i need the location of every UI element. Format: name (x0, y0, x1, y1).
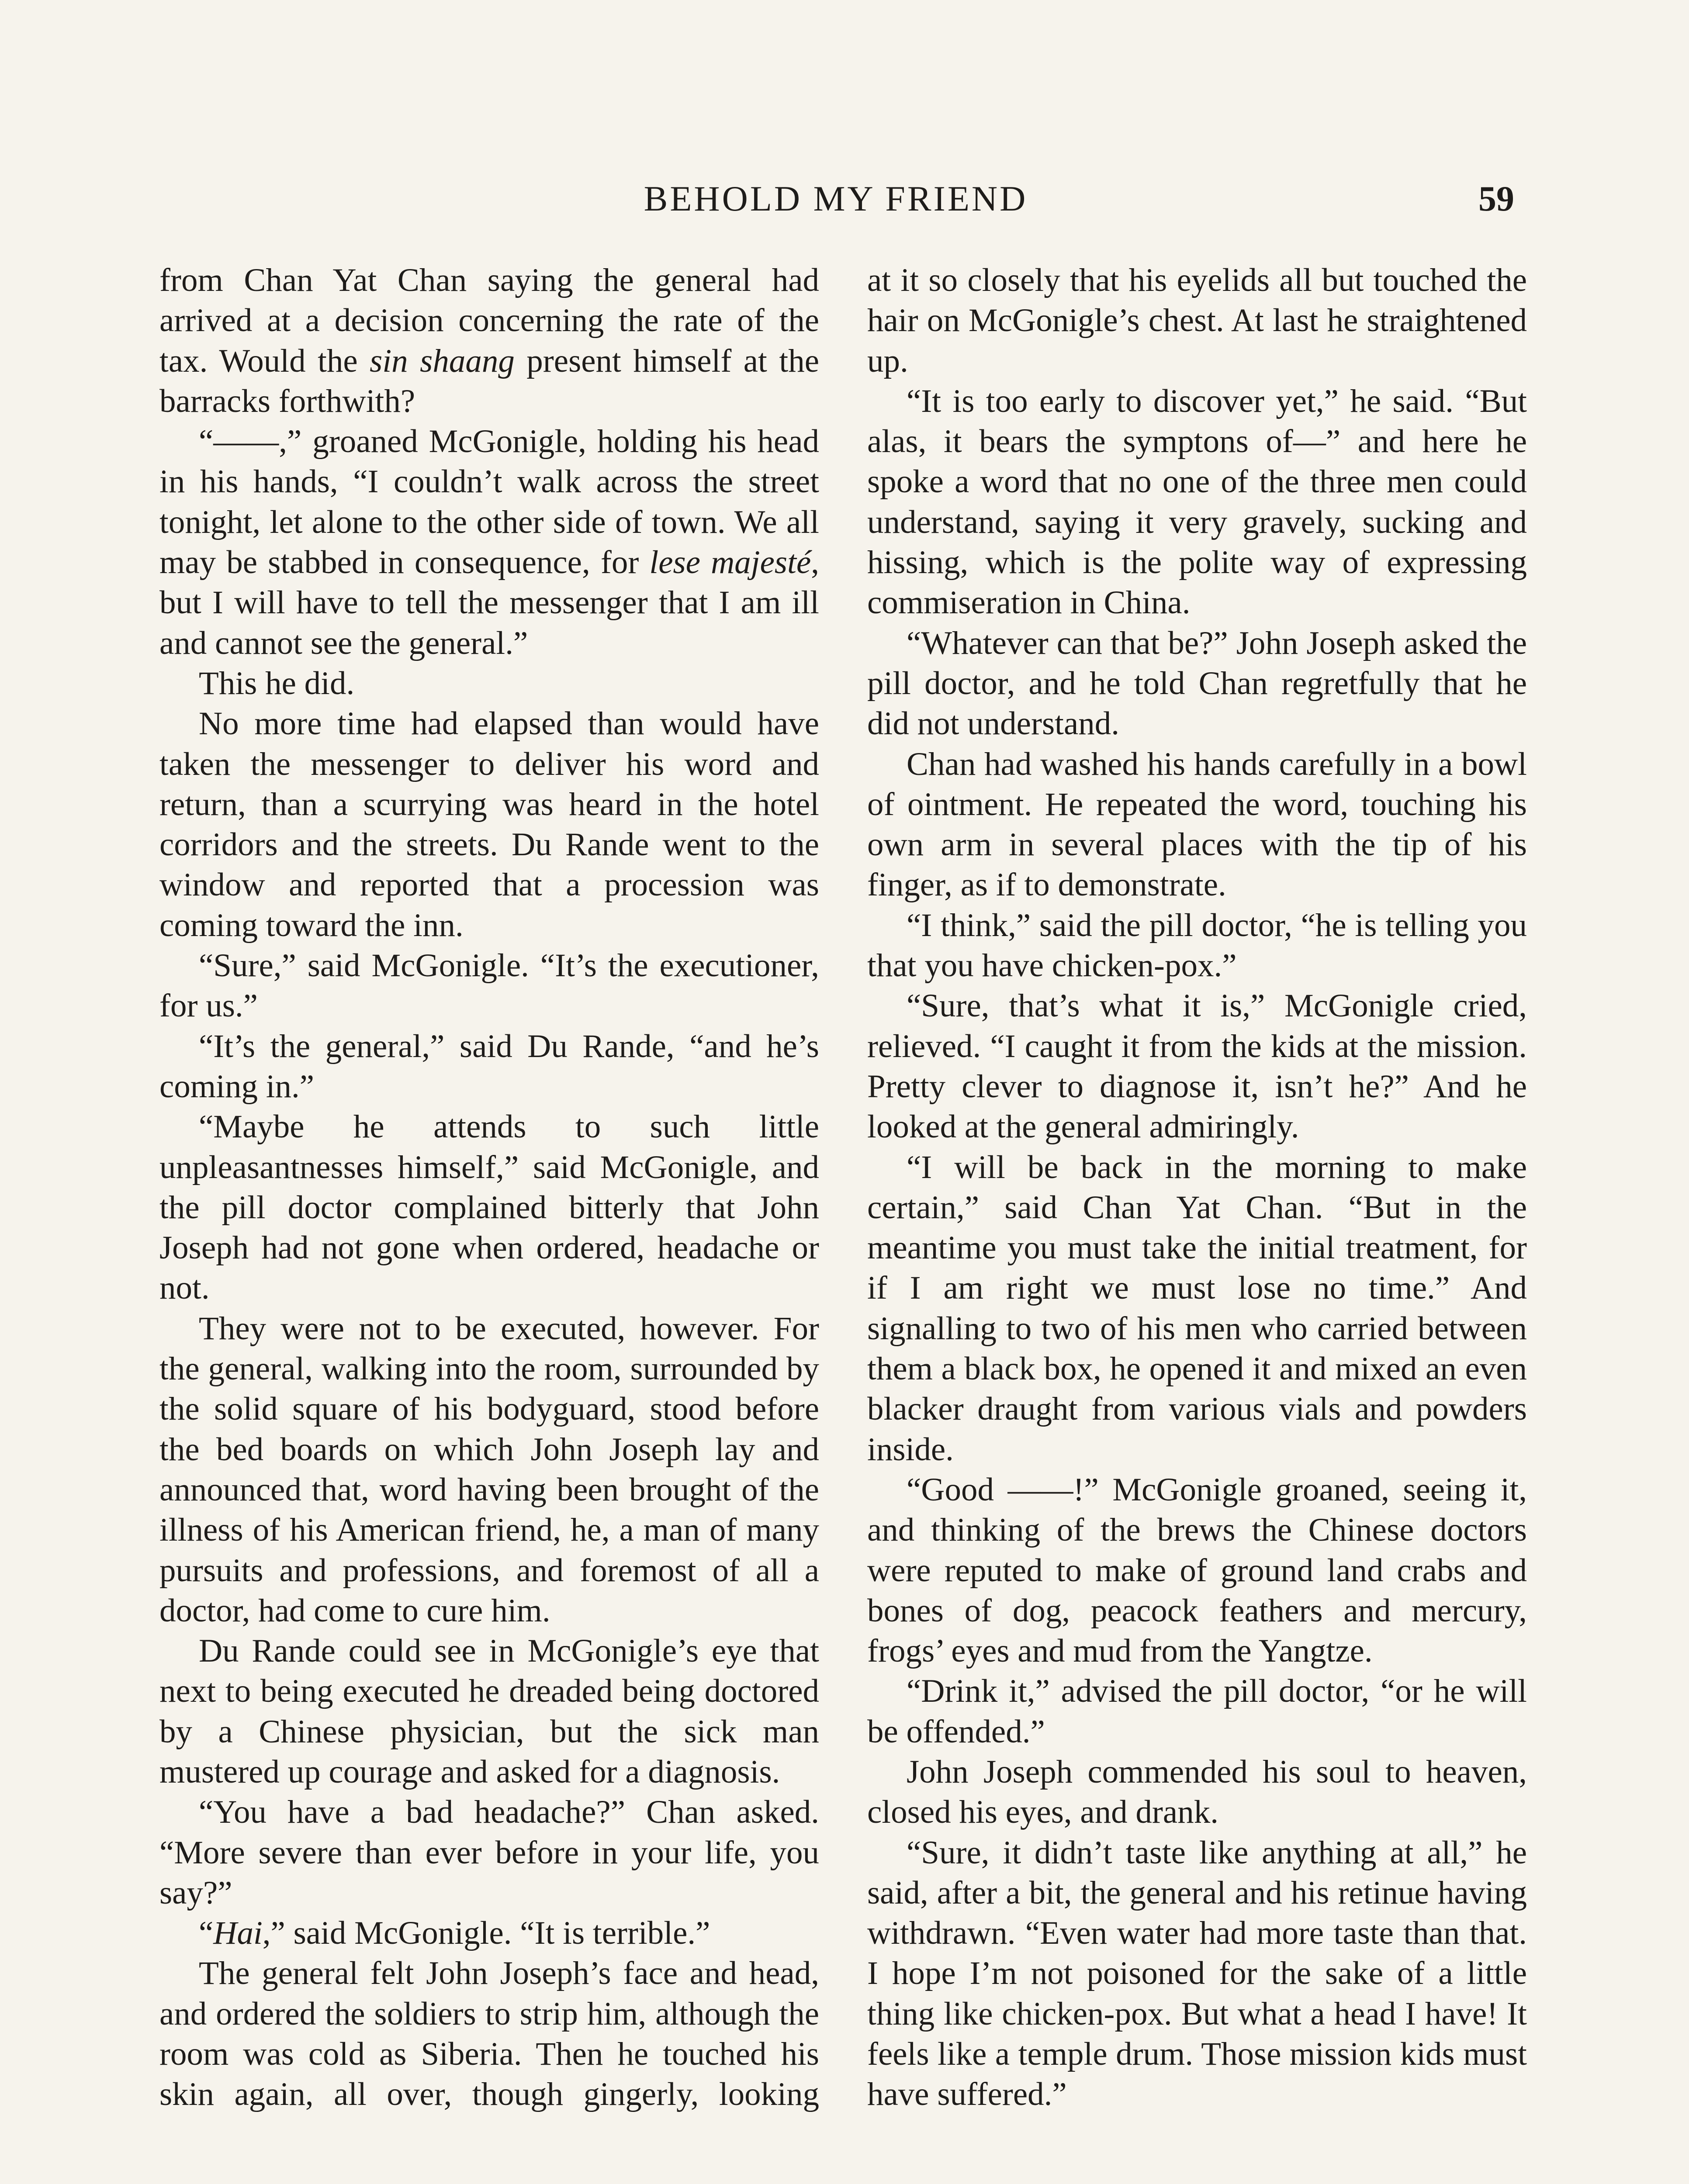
paragraph: “Drink it,” advised the pill doctor, “or he will be offended.” (867, 1673, 1527, 1750)
italic-phrase: lese majesté (649, 544, 811, 581)
italic-phrase: Hai (213, 1915, 263, 1952)
paragraph: “Good ——!” McGonigle groaned, seeing it, and thinking of the brews the Chinese doctors were reputed to make of ground land crabs and bones of dog, peacock feathers and mercury, frogs’ eyes and mud from the Yangtze. (867, 1471, 1527, 1669)
paragraph: “It is too early to discover yet,” he said. “But alas, it bears the symptons of—” and here he spoke a word that no one of the three men could understand, saying it very gravely, sucking and hissing, which is the polite way of expressing commiseration in China. (867, 383, 1527, 621)
paragraph (159, 1913, 819, 1953)
text-run: from Chan Yat Chan saying the general had arrived at a decision concerning the rate of the tax. Would the (159, 262, 819, 379)
text-run: “ (199, 1915, 214, 1952)
paragraph (159, 260, 819, 422)
text-run: ,” said McGonigle. “It is terrible.” (262, 1915, 710, 1952)
paragraph: at it so closely that his eyelids all but touched the hair on McGonigle’s chest. At last he straightened up. (867, 262, 1527, 379)
paragraph: “Whatever can that be?” John Joseph asked the pill doctor, and he told Chan regretfully that he did not understand. (867, 625, 1527, 742)
paragraph: “Maybe he attends to such little unpleasantnesses himself,” said McGonigle, and the pill doctor complained bitterly that John Joseph had not gone when ordered, headache or not. (159, 1109, 819, 1306)
paragraph: The general felt John Joseph’s face and head, and ordered the soldiers to strip him, although the room was cold as Siberia. Then he touched his skin again, all over, though gingerly, looking (159, 1955, 819, 2113)
paragraph (159, 422, 819, 663)
paragraph: They were not to be executed, however. For the general, walking into the room, surrounded by the solid square of his bodyguard, stood before the bed boards on which John Joseph lay and announced that, word having been brought of the illness of his American friend, he, a man of many pursuits and professions, and foremost of all a doctor, had come to cure him. (159, 1310, 819, 1629)
text-run: present himself at the barracks forthwith? (159, 342, 819, 419)
paragraph: John Joseph commended his soul to heaven, closed his eyes, and drank. (867, 1753, 1527, 1831)
paragraph: “Sure,” said McGonigle. “It’s the executioner, for us.” (159, 947, 819, 1024)
paragraph: “Sure, it didn’t taste like anything at all,” he said, after a bit, the general and his retinue having withdrawn. “Even water had more taste than that. I hope I’m not poisoned for the sake of a little thing like chicken-pox. But what a head I have! It feels like a temple drum. Those mission kids must have suffered.” (867, 1834, 1527, 2113)
paragraph: No more time had elapsed than would have taken the messenger to deliver his word and return, than a scurrying was heard in the hotel corridors and the streets. Du Rande went to the window and reported that a procession was coming toward the inn. (159, 705, 819, 943)
text-run: “——,” groaned McGonigle, holding his head in his hands, “I couldn’t walk across the street tonight, let alone to the other side of town. We all may be stabbed in consequence, for (159, 423, 819, 581)
running-head (157, 175, 1514, 223)
paragraph: Du Rande could see in McGonigle’s eye that next to being executed he dreaded being doctored by a Chinese physician, but the sick man mustered up courage and asked for a diagnosis. (159, 1633, 819, 1790)
paragraph: “Sure, that’s what it is,” McGonigle cried, relieved. “I caught it from the kids at the mission. Pretty clever to diagnose it, isn’t he?” And he looked at the general admiringly. (867, 988, 1527, 1145)
text-run: , but I will have to tell the messenger that I am ill and cannot see the general.” (159, 544, 819, 661)
paragraph: “It’s the general,” said Du Rande, “and he’s coming in.” (159, 1028, 819, 1105)
page-number: 59 (1478, 179, 1514, 218)
paragraph: “I think,” said the pill doctor, “he is telling you that you have chicken-pox.” (867, 907, 1527, 984)
italic-phrase: sin shaang (370, 342, 515, 379)
paragraph: This he did. (199, 665, 355, 702)
page-title: BEHOLD MY FRIEND (644, 179, 1028, 218)
right-column (867, 260, 1527, 2115)
paragraph: “You have a bad headache?” Chan asked. “More severe than ever before in your life, you say?” (159, 1794, 819, 1911)
paragraph: “I will be back in the morning to make certain,” said Chan Yat Chan. “But in the meantime you must take the initial treatment, for if I am right we must lose no time.” And signalling to two of his men who carried between them a black box, he opened it and mixed an even blacker draught from various vials and powders inside. (867, 1149, 1527, 1468)
paragraph: Chan had washed his hands carefully in a bowl of ointment. He repeated the word, touching his own arm in several places with the tip of his finger, as if to demonstrate. (867, 746, 1527, 903)
left-column (159, 260, 819, 2115)
